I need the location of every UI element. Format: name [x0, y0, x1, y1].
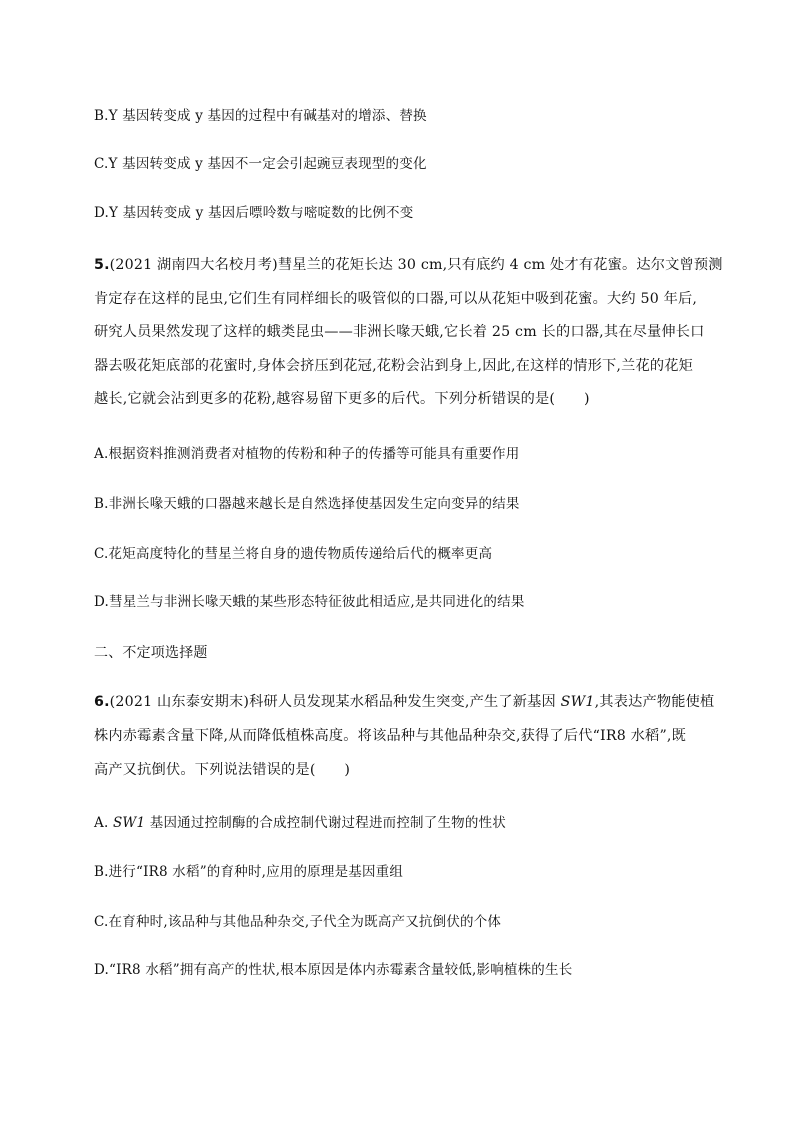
- q5-stem-text: 彗星兰的花矩长达 30 cm,只有底约 4 cm 处才有花蜜。达尔文曾预测: [277, 257, 723, 273]
- q5-number: 5.: [94, 257, 110, 273]
- q6-option-b: B.进行“IR8 水稻”的育种时,应用的原理是基因重组: [94, 864, 404, 880]
- q6-stem-line-2: 株内赤霉素含量下降,从而降低植株高度。将该品种与其他品种杂交,获得了后代“IR8 水稻”,既: [94, 728, 686, 744]
- gene-name: SW1: [560, 694, 595, 710]
- q5-source: (2021 湖南四大名校月考): [109, 257, 278, 273]
- q6-stem-text-b: ,其表达产物能使植: [594, 694, 715, 710]
- gene-name: SW1: [112, 815, 146, 831]
- q5-option-d: D.彗星兰与非洲长喙天蛾的某些形态特征彼此相适应,是共同进化的结果: [94, 594, 525, 610]
- q6-stem-text-a: 科研人员发现某水稻品种发生突变,产生了新基因: [249, 694, 561, 710]
- q5-option-c: C.花矩高度特化的彗星兰将自身的遗传物质传递给后代的概率更高: [94, 546, 493, 562]
- q6-option-a: [94, 813, 506, 833]
- q6-option-d: D.“IR8 水稻”拥有高产的性状,根本原因是体内赤霉素含量较低,影响植株的生长: [94, 962, 573, 978]
- q6-stem-line-1: [94, 692, 714, 712]
- q5-stem-line-1: [94, 255, 723, 275]
- q5-option-a: A.根据资料推测消费者对植物的传粉和种子的传播等可能具有重要作用: [94, 446, 520, 462]
- q6-source: (2021 山东泰安期末): [109, 694, 250, 710]
- q5-stem-line-2: 肯定存在这样的昆虫,它们生有同样细长的吸管似的口器,可以从花矩中吸到花蜜。大约 50 年后,: [94, 291, 698, 307]
- q5-option-b: B.非洲长喙天蛾的口器越来越长是自然选择使基因发生定向变异的结果: [94, 496, 520, 512]
- q4-option-b: B.Y 基因转变成 y 基因的过程中有碱基对的增添、替换: [94, 108, 427, 124]
- q6-option-a-prefix: A.: [94, 815, 113, 831]
- q6-number: 6.: [94, 694, 110, 710]
- q4-option-c: C.Y 基因转变成 y 基因不一定会引起豌豆表现型的变化: [94, 156, 427, 172]
- q6-option-a-text: 基因通过控制酶的合成控制代谢过程进而控制了生物的性状: [145, 815, 506, 831]
- q6-option-c: C.在育种时,该品种与其他品种杂交,子代全为既高产又抗倒伏的个体: [94, 914, 502, 930]
- section-title: 二、不定项选择题: [94, 645, 208, 661]
- q4-option-d: D.Y 基因转变成 y 基因后嘌呤数与嘧啶数的比例不变: [94, 205, 414, 221]
- q5-stem-line-3: 研究人员果然发现了这样的蛾类昆虫——非洲长喙天蛾,它长着 25 cm 长的口器,其在尽量伸长口: [94, 324, 705, 340]
- q5-stem-line-5: 越长,它就会沾到更多的花粉,越容易留下更多的后代。下列分析错误的是( ): [94, 391, 590, 407]
- q6-stem-line-3: 高产又抗倒伏。下列说法错误的是( ): [94, 762, 351, 778]
- q5-stem-line-4: 器去吸花矩底部的花蜜时,身体会挤压到花冠,花粉会沾到身上,因此,在这样的情形下,兰花的花矩: [94, 358, 694, 374]
